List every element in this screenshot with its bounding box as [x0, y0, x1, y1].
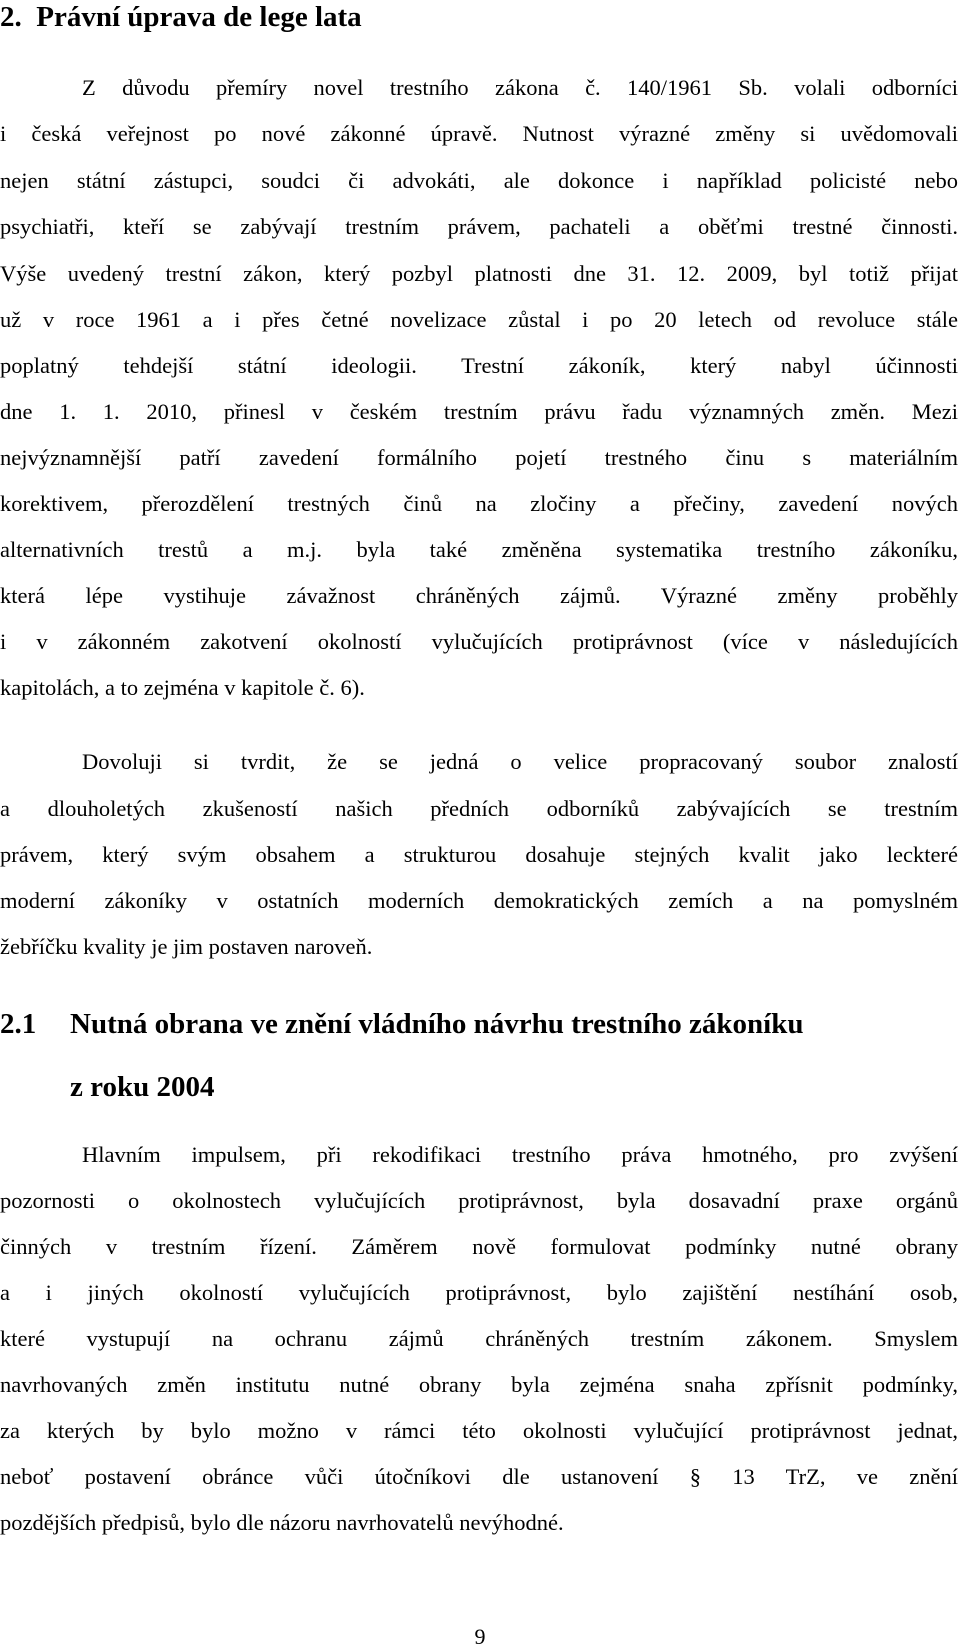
- paragraph-line: Z důvodu přemíry novel trestního zákona č. 140/1961 Sb. volali odborníci: [82, 75, 958, 100]
- paragraph-line: i česká veřejnost po nové zákonné úpravě. Nutnost výrazné změny si uvědomovali: [0, 121, 958, 146]
- subsection-title-line2: z roku 2004: [70, 1071, 215, 1103]
- subsection-title-line1: Nutná obrana ve znění vládního návrhu trestního zákoníku: [70, 1008, 804, 1040]
- paragraph-line: neboť postavení obránce vůči útočníkovi dle ustanovení § 13 TrZ, ve znění: [0, 1464, 958, 1489]
- paragraph-line: Dovoluji si tvrdit, že se jedná o velice propracovaný soubor znalostí: [82, 749, 958, 774]
- paragraph-line: žebříčku kvality je jim postaven naroveň.: [0, 934, 373, 959]
- paragraph-line: navrhovaných změn institutu nutné obrany byla zejména snaha zpřísnit podmínky,: [0, 1372, 958, 1397]
- paragraph-line: právem, který svým obsahem a strukturou dosahuje stejných kvalit jako leckteré: [0, 842, 958, 867]
- paragraph-line: a i jiných okolností vylučujících protiprávnost, bylo zajištění nestíhání osob,: [0, 1280, 958, 1305]
- paragraph-line: pozornosti o okolnostech vylučujících protiprávnost, byla dosavadní praxe orgánů: [0, 1188, 958, 1213]
- paragraph-line: které vystupují na ochranu zájmů chráněných trestním zákonem. Smyslem: [0, 1326, 958, 1351]
- paragraph-line: Hlavním impulsem, při rekodifikaci trestního práva hmotného, pro zvýšení: [82, 1142, 958, 1167]
- section-title: Právní úprava de lege lata: [36, 1, 362, 33]
- paragraph-line: která lépe vystihuje závažnost chráněných zájmů. Výrazné změny proběhly: [0, 583, 958, 608]
- page-number: 9: [474, 1624, 486, 1649]
- paragraph-line: nejen státní zástupci, soudci či advokáti, ale dokonce i například policisté nebo: [0, 168, 958, 193]
- subsection-heading-continued: [70, 1070, 214, 1104]
- paragraph-line: za kterých by bylo možno v rámci této okolnosti vylučující protiprávnost jednat,: [0, 1418, 958, 1443]
- paragraph-line: nejvýznamnější patří zavedení formálního pojetí trestného činu s materiálním: [0, 445, 958, 470]
- section-heading: [0, 0, 362, 34]
- paragraph-line: i v zákonném zakotvení okolností vylučujících protiprávnost (více v následujících: [0, 629, 958, 654]
- paragraph-line: už v roce 1961 a i přes četné novelizace zůstal i po 20 letech od revoluce stále: [0, 307, 958, 332]
- paragraph-line: poplatný tehdejší státní ideologii. Trestní zákoník, který nabyl účinnosti: [0, 353, 958, 378]
- paragraph-line: dne 1. 1. 2010, přinesl v českém trestním právu řadu významných změn. Mezi: [0, 399, 958, 424]
- paragraph-line: korektivem, přerozdělení trestných činů na zločiny a přečiny, zavedení nových: [0, 491, 958, 516]
- subsection-number: 2.1: [0, 1008, 37, 1040]
- paragraph-line: Výše uvedený trestní zákon, který pozbyl platnosti dne 31. 12. 2009, byl totiž přijat: [0, 261, 958, 286]
- paragraph-line: alternativních trestů a m.j. byla také změněna systematika trestního zákoníku,: [0, 537, 958, 562]
- section-number: 2.: [0, 1, 22, 33]
- subsection-heading: [0, 1007, 804, 1041]
- paragraph-line: pozdějších předpisů, bylo dle názoru navrhovatelů nevýhodné.: [0, 1510, 564, 1535]
- paragraph-line: činných v trestním řízení. Záměrem nově formulovat podmínky nutné obrany: [0, 1234, 958, 1259]
- paragraph-line: kapitolách, a to zejména v kapitole č. 6).: [0, 675, 365, 700]
- paragraph-line: psychiatři, kteří se zabývají trestním právem, pachateli a oběťmi trestné činnosti.: [0, 214, 958, 239]
- paragraph-line: a dlouholetých zkušeností našich předních odborníků zabývajících se trestním: [0, 796, 958, 821]
- paragraph-line: moderní zákoníky v ostatních moderních demokratických zemích a na pomyslném: [0, 888, 958, 913]
